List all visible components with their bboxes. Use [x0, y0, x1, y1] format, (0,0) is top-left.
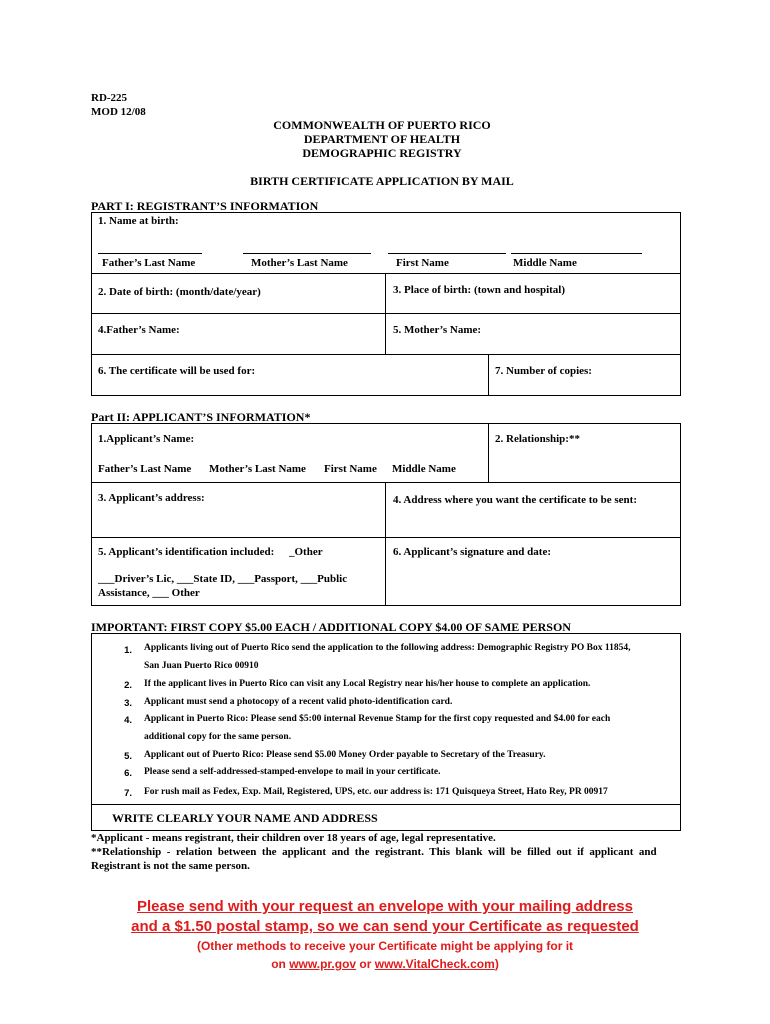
applicant-fathers-last[interactable]: Father’s Last Name [98, 463, 192, 475]
item-num: 1. [124, 645, 132, 656]
divider [91, 313, 681, 314]
write-clearly: WRITE CLEARLY YOUR NAME AND ADDRESS [112, 811, 378, 825]
notice-line4-pre: on [271, 957, 290, 971]
vitalcheck-link[interactable]: www.VitalCheck.com [374, 957, 495, 971]
divider [91, 537, 681, 538]
item-num: 6. [124, 768, 132, 779]
item-num: 2. [124, 680, 132, 691]
applicant-name-label: 1.Applicant’s Name: [98, 433, 195, 445]
fathers-name-field[interactable]: 4.Father’s Name: [98, 324, 180, 336]
middle-name-line[interactable] [511, 253, 642, 254]
applicant-mothers-last[interactable]: Mother’s Last Name [209, 463, 306, 475]
item-text-cont: San Juan Puerto Rico 00910 [144, 661, 259, 671]
item-text: Applicant in Puerto Rico: Please send $5:00 internal Revenue Stamp for the first copy requested and $4.00 for each [144, 714, 611, 724]
mothers-name-field[interactable]: 5. Mother’s Name: [393, 324, 482, 336]
applicant-first-name[interactable]: First Name [324, 463, 377, 475]
item-text: If the applicant lives in Puerto Rico can visit any Local Registry near his/her house to complete an application. [144, 679, 591, 689]
footnote-applicant: *Applicant - means registrant, their children over 18 years of age, legal representative. [91, 832, 496, 844]
pr-gov-link[interactable]: www.pr.gov [289, 957, 357, 971]
important-heading: IMPORTANT: FIRST COPY $5.00 EACH / ADDITIONAL COPY $4.00 OF SAME PERSON [91, 620, 571, 634]
item-text: Applicant must send a photocopy of a recent valid photo-identification card. [144, 697, 453, 707]
header-line3: DEMOGRAPHIC REGISTRY [302, 146, 462, 160]
notice-line4 [100, 957, 670, 971]
notice-line2: and a $1.50 postal stamp, so we can send your Certificate as requested [131, 918, 639, 935]
send-address-field[interactable]: 4. Address where you want the certificate to be sent: [393, 494, 637, 506]
header-line2: DEPARTMENT OF HEALTH [303, 132, 461, 146]
applicant-middle-name[interactable]: Middle Name [392, 463, 456, 475]
id-options-line2[interactable]: Assistance, ___ Other [98, 587, 200, 599]
signature-field[interactable]: 6. Applicant’s signature and date: [393, 546, 551, 558]
notice-line4-mid: or [356, 957, 375, 971]
form-code: RD-225 [91, 92, 128, 104]
middle-name-label: Middle Name [513, 257, 577, 269]
part2-heading: Part II: APPLICANT’S INFORMATION* [91, 410, 311, 424]
divider [91, 482, 681, 483]
used-for-field[interactable]: 6. The certificate will be used for: [98, 365, 256, 377]
notice-line1: Please send with your request an envelope with your mailing address [137, 898, 633, 915]
copies-field[interactable]: 7. Number of copies: [495, 365, 592, 377]
fathers-last-label: Father’s Last Name [102, 257, 196, 269]
divider [91, 354, 681, 355]
mothers-last-label: Mother’s Last Name [251, 257, 348, 269]
item-text: Applicant out of Puerto Rico: Please send $5.00 Money Order payable to Secretary of the Treasury. [144, 750, 546, 760]
header-line1: COMMONWEALTH OF PUERTO RICO [273, 118, 491, 132]
place-of-birth-field[interactable]: 3. Place of birth: (town and hospital) [393, 284, 566, 296]
form-title: BIRTH CERTIFICATE APPLICATION BY MAIL [250, 174, 514, 188]
id-included-label: 5. Applicant’s identification included: [98, 546, 275, 558]
dob-field[interactable]: 2. Date of birth: (month/date/year) [98, 286, 261, 298]
mothers-last-line[interactable] [243, 253, 371, 254]
item-num: 3. [124, 698, 132, 709]
id-options-line1[interactable]: ___Driver’s Lic, ___State ID, ___Passport, ___Public [98, 573, 348, 585]
item-text: Applicants living out of Puerto Rico send the application to the following address: Demographic Registry PO Box 11854, [144, 643, 631, 653]
item-num: 4. [124, 715, 132, 726]
item-text: For rush mail as Fedex, Exp. Mail, Registered, UPS, etc. our address is: 171 Quisqueya Street, Hato Rey, PR 00917 [144, 787, 608, 797]
divider [91, 804, 681, 805]
applicant-address-field[interactable]: 3. Applicant’s address: [98, 492, 205, 504]
name-at-birth-label: 1. Name at birth: [98, 215, 179, 227]
fathers-last-line[interactable] [98, 253, 202, 254]
relationship-field[interactable]: 2. Relationship:** [495, 433, 580, 445]
item-num: 7. [124, 788, 132, 799]
id-other-option[interactable]: _Other [289, 546, 323, 558]
item-text: Please send a self-addressed-stamped-envelope to mail in your certificate. [144, 767, 441, 777]
divider [488, 423, 489, 482]
divider [91, 273, 681, 274]
divider [385, 482, 386, 606]
item-text-cont: additional copy for the same person. [144, 732, 292, 742]
form-mod: MOD 12/08 [91, 106, 146, 118]
part1-heading: PART I: REGISTRANT’S INFORMATION [91, 199, 319, 213]
footnote-relationship-line2: Registrant is not the same person. [91, 860, 250, 872]
item-num: 5. [124, 751, 132, 762]
divider [488, 354, 489, 396]
first-name-line[interactable] [388, 253, 506, 254]
notice-line4-post: ) [494, 957, 499, 971]
notice-line3: (Other methods to receive your Certificate might be applying for it [196, 939, 574, 953]
footnote-relationship-line1: **Relationship - relation between the applicant and the registrant. This blank will be filled out if applicant and [91, 846, 657, 858]
first-name-label: First Name [396, 257, 449, 269]
